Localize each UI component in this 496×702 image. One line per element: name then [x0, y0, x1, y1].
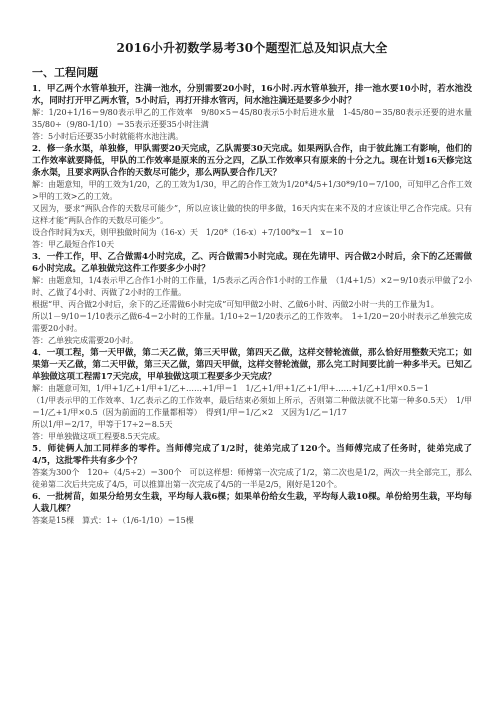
page-title: 2016小升初数学易考30个题型汇总及知识点大全 — [116, 41, 388, 55]
answer-line: 答：甲单独做这项工程要8.5天完成。 — [32, 432, 165, 441]
solution-line: 解：由题意知，1/4表示甲乙合作1小时的工作量，1/5表示乙丙合作1小时的工作量 （1/4+1/5）×2＝9/10表示甲做了2小时、乙做了4小时、丙做了2小时的工作量。 — [32, 276, 472, 297]
answer-line: 答：甲乙最短合作10天 — [32, 240, 115, 249]
answer-line: 答案是15棵 算式：1÷（1/6-1/10）＝15棵 — [32, 516, 194, 525]
answer-line: 答：乙单独完成需要20小时。 — [32, 336, 139, 345]
problem-question: 5．师徒俩人加工同样多的零件。当师傅完成了1/2时，徒弟完成了120个。当师傅完成了任务时，徒弟完成了4/5，这批零件共有多少个？ — [32, 444, 472, 466]
problem-question: 3．一件工作，甲、乙合做需4小时完成，乙、丙合做需5小时完成。现在先请甲、丙合做2小时后，余下的乙还需做6小时完成。乙单独做完这件工作要多少小时？ — [32, 252, 472, 274]
problem-block-6 — [32, 491, 472, 527]
solution-line: 又因为，要求“两队合作的天数尽可能少”，所以应该让做的快的甲多做，16天内实在来不及的才应该让甲乙合作完成。只有这样才能“两队合作的天数尽可能少”。 — [32, 204, 472, 225]
problem-question: 2．修一条水渠，单独修，甲队需要20天完成，乙队需要30天完成。如果两队合作，由于彼此施工有影响，他们的工作效率就要降低，甲队的工作效率是原来的五分之四，乙队工作效率只有原来的十分之九。现在计划16天修完这条水渠，且要求两队合作的天数尽可能少，那么两队要合作几天？ — [32, 144, 472, 178]
solution-line: 解：由题意可知，1/甲+1/乙+1/甲+1/乙+……+1/甲＝1 1/乙+1/甲+1/乙+1/甲+……+1/乙+1/甲×0.5＝1 — [32, 384, 429, 393]
problem-block-4 — [32, 347, 472, 443]
solution-line: 解：由题意知，甲的工效为1/20，乙的工效为1/30，甲乙的合作工效为1/20*4/5+1/30*9/10＝7/100，可知甲乙合作工效>甲的工效>乙的工效。 — [32, 180, 472, 201]
solution-line: 设合作时间为x天，则甲独做时间为（16-x）天 1/20*（16-x）+7/100*x＝1 x＝10 — [32, 228, 344, 237]
solution-line: 所以1/甲＝2/17，甲等于17÷2＝8.5天 — [32, 420, 173, 429]
problem-question: 6．一批树苗，如果分给男女生栽，平均每人栽6棵；如果单份给女生栽，平均每人栽10棵。单份给男生栽，平均每人栽几棵？ — [32, 492, 472, 514]
problem-block-5 — [32, 443, 472, 491]
problem-block-1 — [32, 83, 480, 143]
solution-line: 根据“甲、丙合做2小时后，余下的乙还需做6小时完成”可知甲做2小时、乙做6小时、丙做2小时一共的工作量为1。 — [32, 300, 439, 309]
solution-line: 所以1－9/10＝1/10表示乙做6-4＝2小时的工作量。1/10÷2＝1/20表示乙的工作效率。 1÷1/20＝20小时表示乙单独完成需要20小时。 — [32, 312, 472, 333]
answer-line: 答：5小时后还要35小时就能将水池注满。 — [32, 132, 184, 141]
problem-question: 4．一项工程，第一天甲做，第二天乙做，第三天甲做，第四天乙做，这样交替轮流做，那么恰好用整数天完工；如果第一天乙做，第二天甲做，第三天乙做，第四天甲做，这样交替轮流做，那么完工时间要比前一种多半天。已知乙单独做这项工程需17天完成，甲单独做这项工程要多少天完成？ — [32, 348, 472, 382]
problem-block-3 — [32, 251, 472, 347]
answer-line: 答案为300个 120÷（4/5÷2）＝300个 可以这样想：师傅第一次完成了1/2，第二次也是1/2，两次一共全部完工，那么徒弟第二次后共完成了4/5，可以推算出第一次完成了4/5的一半是2/5，刚好是120个。 — [32, 468, 472, 489]
problem-question: 1．甲乙两个水管单独开，注满一池水，分别需要20小时，16小时.丙水管单独开，排一池水要10小时，若水池没水，同时打开甲乙两水管，5小时后，再打开排水管丙，问水池注满还是要多少小时？ — [32, 84, 472, 106]
solution-line: （1/甲表示甲的工作效率、1/乙表示乙的工作效率，最后结束必须如上所示，否则第二种做法就不比第一种多0.5天） 1/甲＝1/乙+1/甲×0.5（因为前面的工作量都相等） 得到1/甲＝1/乙×2 又因为1/乙＝1/17 — [32, 396, 472, 417]
problem-block-2 — [32, 143, 472, 251]
solution-line: 解：1/20+1/16＝9/80表示甲乙的工作效率 9/80×5＝45/80表示5小时后进水量 1-45/80＝35/80表示还要的进水量 35/80÷（9/80-1/10）＝35表示还要35小时注满 — [32, 108, 480, 129]
section-heading-engineering: 一、工程问题 — [32, 66, 98, 79]
